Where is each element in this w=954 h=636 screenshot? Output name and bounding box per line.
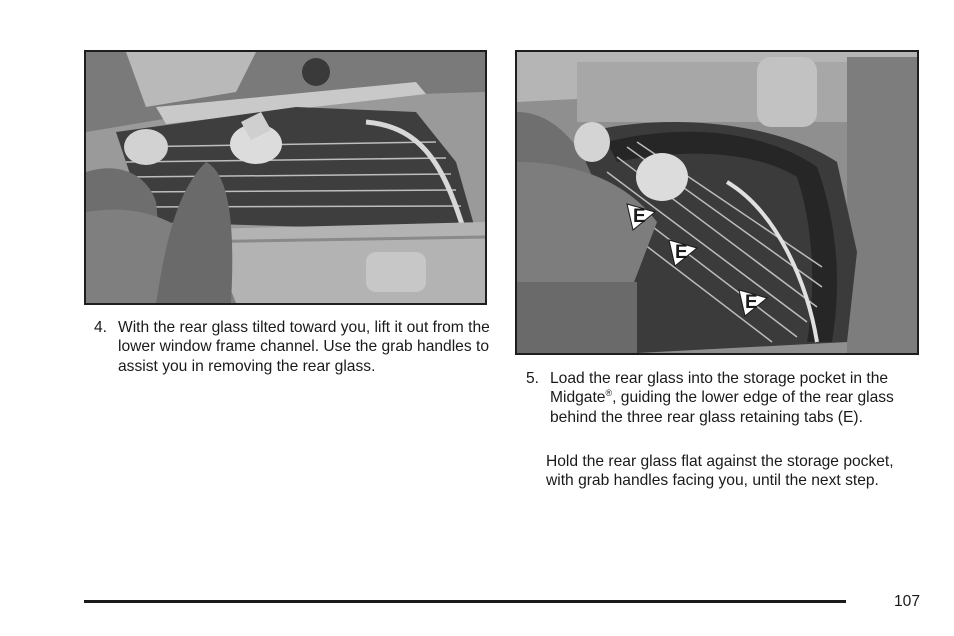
- rear-glass-storage-illustration: [517, 52, 917, 353]
- page-number: 107: [893, 593, 920, 610]
- step-4-number: 4.: [94, 319, 108, 336]
- step-5: [526, 369, 926, 427]
- rear-glass-lift-illustration: [86, 52, 485, 303]
- step-5-text-end: , guiding the lower edge of the rear glass behind the three rear glass retaining tabs (E).: [550, 389, 894, 426]
- registered-mark: ®: [605, 388, 613, 399]
- tab-label-e-2: E: [675, 242, 688, 263]
- photo-storing-rear-glass: [515, 50, 919, 355]
- photo-lifting-rear-glass: [84, 50, 487, 305]
- step-4-text: With the rear glass tilted toward you, lift it out from the lower window frame channel. Use the grab handles to assist you in removing the rear glass.: [118, 319, 490, 375]
- step-5-text-start: Load the rear glass into the storage pocket in the Midgate: [550, 370, 889, 407]
- step-4: [94, 318, 494, 376]
- step-5-text: [550, 369, 926, 427]
- tab-label-e-1: E: [633, 206, 646, 227]
- step-5-note: Hold the rear glass flat against the storage pocket, with grab handles facing you, until the next step.: [546, 453, 894, 490]
- step-5-number: 5.: [526, 370, 540, 387]
- tab-label-e-3: E: [745, 292, 758, 313]
- footer-rule: [84, 600, 846, 603]
